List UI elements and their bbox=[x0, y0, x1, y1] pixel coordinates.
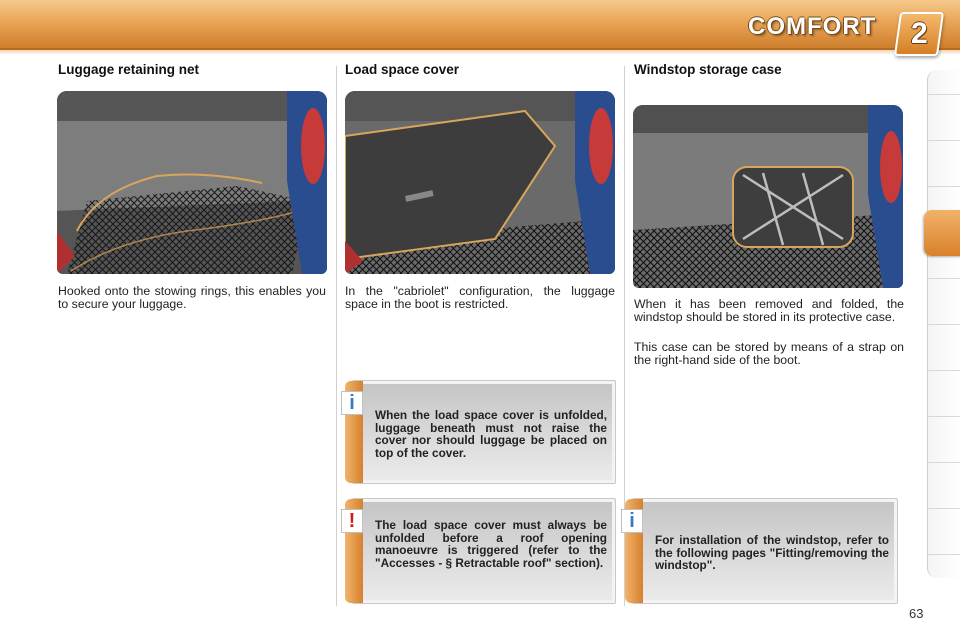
side-tab-divider bbox=[928, 508, 960, 509]
info-icon: i bbox=[621, 509, 643, 533]
chapter-number: 2 bbox=[910, 17, 928, 50]
side-tab-divider bbox=[928, 554, 960, 555]
column-divider bbox=[336, 66, 337, 606]
side-tab-active[interactable] bbox=[924, 210, 960, 256]
info-icon: i bbox=[341, 391, 363, 415]
side-tab-divider bbox=[928, 416, 960, 417]
side-tab-divider bbox=[928, 324, 960, 325]
side-tab-divider bbox=[928, 94, 960, 95]
side-tab-divider bbox=[928, 370, 960, 371]
side-tab-strip bbox=[927, 70, 960, 578]
info-note-text: When the load space cover is unfolded, luggage beneath must not raise the cover nor should luggage be placed on top of the cover. bbox=[375, 408, 607, 461]
chapter-badge bbox=[894, 12, 944, 56]
side-tab-divider bbox=[928, 186, 960, 187]
load-space-cover-text: In the "cabriolet" configuration, the luggage space in the boot is restricted. bbox=[345, 284, 615, 312]
side-tab-divider bbox=[928, 462, 960, 463]
info-note-text: For installation of the windstop, refer to the following pages "Fitting/removing the windstop". bbox=[655, 533, 889, 573]
load-space-cover-photo bbox=[345, 91, 615, 274]
warning-note-text: The load space cover must always be unfolded before a roof opening manoeuvre is triggered (refer to the "Accesses - § Retractable roof" section). bbox=[375, 518, 607, 571]
warning-note-roof bbox=[348, 498, 616, 604]
info-note-windstop bbox=[629, 498, 898, 604]
windstop-case-text-1: When it has been removed and folded, the windstop should be stored in its protective case. bbox=[634, 297, 904, 325]
windstop-case-text-2: This case can be stored by means of a strap on the right-hand side of the boot. bbox=[634, 340, 904, 368]
luggage-net-text: Hooked onto the stowing rings, this enables you to secure your luggage. bbox=[58, 284, 326, 312]
section-title-load-space-cover: Load space cover bbox=[345, 62, 460, 77]
side-tab-divider bbox=[928, 140, 960, 141]
section-title-luggage-net: Luggage retaining net bbox=[58, 62, 200, 77]
side-tab-divider bbox=[928, 278, 960, 279]
section-title-windstop-case: Windstop storage case bbox=[634, 62, 782, 77]
luggage-net-photo bbox=[57, 91, 327, 274]
windstop-case-photo bbox=[633, 105, 903, 288]
chapter-title: COMFORT bbox=[748, 13, 877, 40]
warning-icon: ! bbox=[341, 509, 363, 533]
info-note-load-cover bbox=[349, 380, 616, 484]
page-number: 63 bbox=[909, 606, 924, 621]
